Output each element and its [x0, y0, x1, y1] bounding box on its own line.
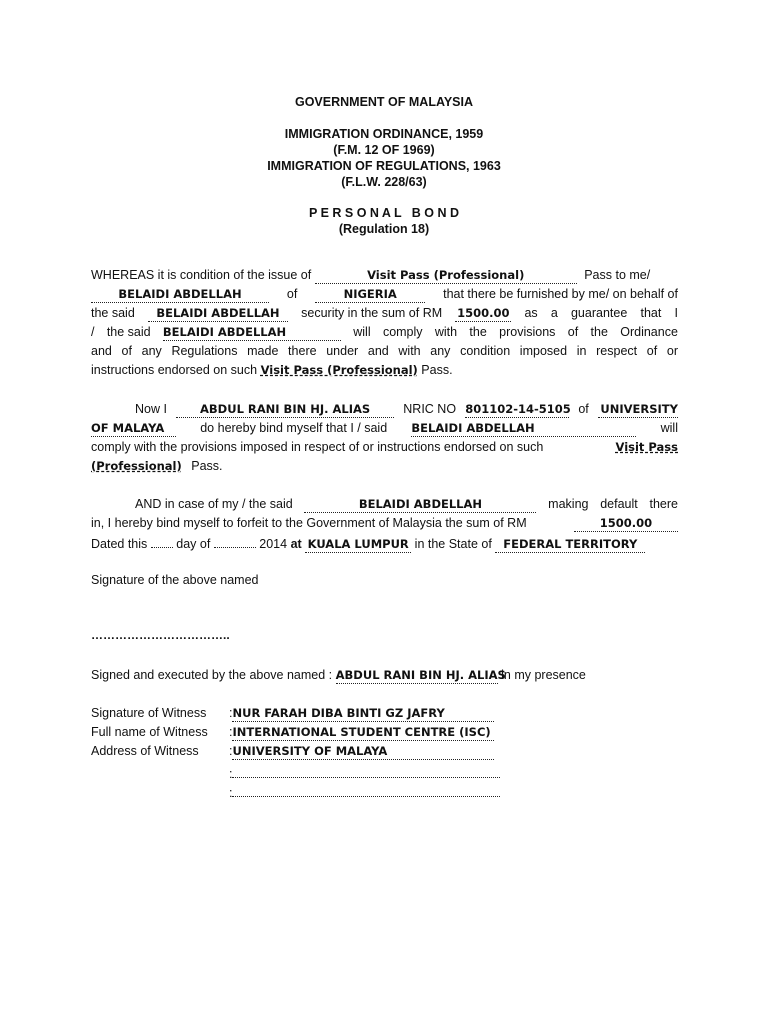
header-ordinance: IMMIGRATION ORDINANCE, 1959	[284, 127, 484, 141]
university-field-2: OF MALAYA	[91, 421, 176, 437]
witness-address-field: UNIVERSITY OF MALAYA	[232, 744, 494, 760]
pass-type-field: Visit Pass (Professional)	[315, 268, 577, 284]
signature-line: ……………………………..	[91, 628, 230, 642]
guarantor-name-field: ABDUL RANI BIN HJ. ALIAS	[176, 402, 394, 418]
para2-line1: Now I ABDUL RANI BIN HJ. ALIAS NRIC NO 801102-14-5105 of UNIVERSITY	[135, 402, 678, 416]
para2-line3: comply with the provisions imposed in respect of or instructions endorsed on such Visit Pass	[91, 440, 678, 454]
state-field: FEDERAL TERRITORY	[495, 537, 645, 553]
para2-line2: OF MALAYA do hereby bind myself that I / said BELAIDI ABDELLAH will	[91, 421, 678, 435]
pass-type-3a: Visit Pass	[615, 440, 678, 454]
para3-line1: AND in case of my / the said BELAIDI ABDELLAH making default there	[135, 497, 678, 511]
witness-name-field: INTERNATIONAL STUDENT CENTRE (ISC)	[232, 725, 494, 741]
pass-type-3b: (Professional)	[91, 459, 182, 473]
witness-address-row-3: :	[91, 784, 500, 800]
para1-line1: WHEREAS it is condition of the issue of Visit Pass (Professional) Pass to me/	[91, 268, 651, 282]
forfeit-amount-field: 1500.00	[574, 516, 678, 532]
para1-line3: the said BELAIDI ABDELLAH security in the sum of RM 1500.00 as a guarantee that I	[91, 306, 678, 320]
day-blank	[151, 535, 173, 548]
applicant-name-field: BELAIDI ABDELLAH	[91, 287, 269, 303]
signature-label: Signature of the above named	[91, 573, 259, 587]
pass-type-2: Visit Pass (Professional)	[260, 363, 418, 377]
para1-line6: instructions endorsed on such Visit Pass (Professional) Pass.	[91, 363, 453, 377]
university-field-1: UNIVERSITY	[598, 402, 678, 418]
witness-signature-field: NUR FARAH DIBA BINTI GZ JAFRY	[232, 706, 494, 722]
witness-address-row: Address of Witness :UNIVERSITY OF MALAYA	[91, 744, 494, 760]
witness-signature-row: Signature of Witness :NUR FARAH DIBA BINTI GZ JAFRY	[91, 706, 494, 722]
document-title: P E R S O N A L B O N D	[308, 206, 460, 220]
applicant-name-field-2: BELAIDI ABDELLAH	[148, 306, 288, 322]
address-blank-2	[232, 784, 500, 797]
place-field: KUALA LUMPUR	[305, 537, 411, 553]
header-flw: (F.L.W. 228/63)	[341, 175, 427, 189]
witness-name-row: Full name of Witness :INTERNATIONAL STUDENT CENTRE (ISC)	[91, 725, 494, 741]
header-regulation: (Regulation 18)	[338, 222, 430, 236]
amount-field: 1500.00	[457, 306, 510, 320]
applicant-name-field-4: BELAIDI ABDELLAH	[411, 421, 636, 437]
header-fm: (F.M. 12 OF 1969)	[333, 143, 435, 157]
applicant-name-field-5: BELAIDI ABDELLAH	[304, 497, 536, 513]
para1-line4: / the said BELAIDI ABDELLAH will comply with the provisions of the Ordinance	[91, 325, 678, 339]
executed-line: Signed and executed by the above named : ABDUL RANI BIN HJ. ALIAS in my presence	[91, 668, 586, 682]
para1-line2: BELAIDI ABDELLAH of NIGERIA that there be furnished by me/ on behalf of	[91, 287, 678, 303]
para3-line3: Dated this day of 2014 at KUALA LUMPUR in the State of FEDERAL TERRITORY	[91, 535, 645, 553]
month-blank	[214, 535, 256, 548]
country-field: NIGERIA	[315, 287, 425, 303]
header-regulations: IMMIGRATION OF REGULATIONS, 1963	[267, 159, 501, 173]
para2-line4: (Professional) Pass.	[91, 459, 223, 473]
witness-address-row-2: :	[91, 765, 500, 781]
nric-field: 801102-14-5105	[465, 402, 571, 416]
header-government: GOVERNMENT OF MALAYSIA	[294, 95, 474, 109]
applicant-name-field-3: BELAIDI ABDELLAH	[163, 325, 341, 341]
para3-line2: in, I hereby bind myself to forfeit to the Government of Malaysia the sum of RM 1500.00	[91, 516, 678, 532]
executed-name-field: ABDUL RANI BIN HJ. ALIAS	[335, 668, 506, 682]
address-blank-1	[232, 765, 500, 778]
para1-line5: and of any Regulations made there under and with any condition imposed in respect of or	[91, 344, 678, 358]
